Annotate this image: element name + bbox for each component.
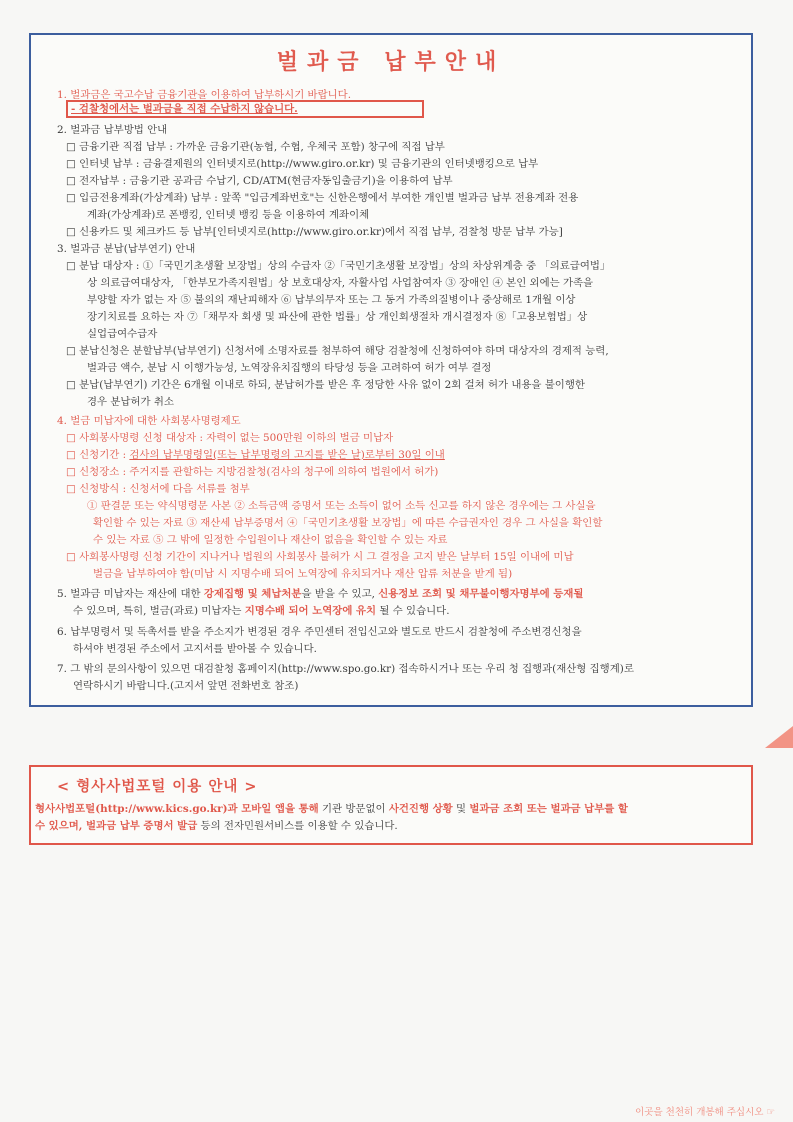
text-span-bold: 신용정보 조회 및 채무불이행자명부에 등재될	[378, 588, 584, 600]
apply-period-value: 검사의 납부명령일(또는 납부명령의 고지를 받은 날)로부터 30일 이내	[129, 449, 445, 461]
payment-notice-box	[29, 33, 753, 707]
portal-title: < 형사사법포털 이용 안내 >	[57, 779, 258, 795]
section6-line: 하셔야 변경된 주소에서 고지서를 받아볼 수 있습니다.	[73, 643, 317, 655]
section3-line: 부양할 자가 없는 자 ⑤ 불의의 재난피해자 ⑥ 납부의무자 또는 그 동거 가족의질병이나 중상해로 1개월 이상	[87, 294, 576, 306]
section2-line: □ 입금전용계좌(가상계좌) 납부 : 앞쪽 "입금계좌번호"는 신한은행에서 부여한 개인별 벌과금 납부 전용계좌 전용	[66, 192, 579, 204]
fold-corner-marker	[765, 726, 793, 748]
text-span-bold: 형사사법포털(http://www.kics.go.kr)과 모바일 앱을 통해	[35, 803, 319, 815]
section3-line: 실업급여수급자	[87, 328, 158, 340]
portal-info-box	[29, 765, 753, 845]
text-span-bold: 사건진행 상황	[388, 803, 453, 815]
section3-line: 벌과금 액수, 분납 시 이행가능성, 노역장유치집행의 타당성 등을 고려하여 허가 여부 결정	[87, 362, 492, 374]
section3-line: 상 의료급여대상자, 「한부모가족지원법」상 보호대상자, 자활사업 사업참여자 ③ 장애인 ④ 본인 외에는 가족을	[87, 277, 594, 289]
section2-line: □ 전자납부 : 금융기관 공과금 수납기, CD/ATM(현금자동입출금기)을 이용하여 납부	[66, 175, 453, 187]
portal-line	[35, 803, 628, 816]
text-span-bold: 벌과금 조회 또는 벌과금 납부를 할	[469, 803, 628, 815]
section4-line: 수 있는 자료 ⑤ 그 밖에 일정한 수입원이나 재산이 없음을 확인할 수 있는 자료	[93, 534, 448, 546]
section1-line: 1. 벌과금은 국고수납 금융기관을 이용하여 납부하시기 바랍니다.	[57, 89, 352, 101]
portal-line	[35, 820, 398, 833]
section4-heading: 4. 벌금 미납자에 대한 사회봉사명령제도	[57, 415, 241, 427]
section2-line: □ 인터넷 납부 : 금융결제원의 인터넷지로(http://www.giro.or.kr) 및 금융기관의 인터넷뱅킹으로 납부	[66, 158, 539, 170]
section5-line	[57, 588, 583, 601]
text-span-bold: 수 있으며, 벌과금 납부 증명서 발급	[35, 820, 198, 832]
section3-line: 장기치료를 요하는 자 ⑦「채무자 회생 및 파산에 관한 법률」상 개인회생절차 개시결정자 ⑧「고용보험법」상	[87, 311, 588, 323]
section7-line: 연락하시기 바랍니다.(고지서 앞면 전화번호 참조)	[73, 680, 299, 692]
warning-text: - 검찰청에서는 벌과금을 직접 수납하지 않습니다.	[71, 103, 298, 115]
section4-line: 확인할 수 있는 자료 ③ 재산세 납부증명서 ④「국민기초생활 보장법」에 따른 수급권자인 경우 그 사실을 확인할	[93, 517, 603, 529]
text-span: 5. 벌과금 미납자는 재산에 대한	[57, 588, 204, 600]
text-span: 을 받을 수 있고,	[301, 588, 379, 600]
section2-line: □ 신용카드 및 체크카드 등 납부[인터넷지로(http://www.giro.or.kr)에서 직접 납부, 검찰청 방문 납부 가능]	[66, 226, 563, 238]
text-span: 수 있으며, 특히, 벌금(과료) 미납자는	[73, 605, 245, 617]
section4-line: 벌금을 납부하여야 함(미납 시 지명수배 되어 노역장에 유치되거나 재산 압류 처분을 받게 됨)	[93, 568, 513, 580]
section3-line: □ 분납신청은 분할납부(납부연기) 신청서에 소명자료를 첨부하여 해당 검찰청에 신청하여야 하며 대상자의 경제적 능력,	[66, 345, 609, 357]
section2-line: 계좌(가상계좌)로 폰뱅킹, 인터넷 뱅킹 등을 이용하여 계좌이체	[87, 209, 370, 221]
section4-line: ① 판결문 또는 약식명령문 사본 ② 소득금액 증명서 또는 소득이 없어 소득 신고를 하지 않은 경우에는 그 사실을	[87, 500, 596, 512]
text-span: 및	[452, 803, 470, 815]
text-span: 될 수 있습니다.	[376, 605, 450, 617]
section4-line: □ 신청장소 : 주거지를 관할하는 지방검찰청(검사의 청구에 의하여 법원에서 허가)	[66, 466, 439, 478]
section2-heading: 2. 벌과금 납부방법 안내	[57, 124, 168, 136]
section7-line: 7. 그 밖의 문의사항이 있으면 대검찰청 홈페이지(http://www.spo.go.kr) 접속하시거나 또는 우리 청 집행과(재산형 집행계)로	[57, 663, 634, 675]
section2-line: □ 금융기관 직접 납부 : 가까운 금융기관(농협, 수협, 우체국 포함) 창구에 직접 납부	[66, 141, 445, 153]
section3-heading: 3. 벌과금 분납(납부연기) 안내	[57, 243, 196, 255]
text-span: 등의 전자민원서비스를 이용할 수 있습니다.	[197, 820, 398, 832]
text-span-bold: 지명수배 되어 노역장에 유치	[244, 605, 377, 617]
section4-line: □ 사회봉사명령 신청 기간이 지나거나 법원의 사회봉사 불허가 시 그 결정을 고지 받은 날부터 15일 이내에 미납	[66, 551, 574, 563]
notice-title: 벌과금 납부안내	[276, 50, 506, 75]
section3-line: □ 분납(납부연기) 기간은 6개월 이내로 하되, 분납허가를 받은 후 정당한 사유 없이 2회 걸쳐 허가 내용을 불이행한	[66, 379, 585, 391]
section4-line	[66, 449, 445, 462]
section4-line: □ 사회봉사명령 신청 대상자 : 자력이 없는 500만원 이하의 벌금 미납자	[66, 432, 394, 444]
text-span-bold: 강제집행 및 체납처분	[203, 588, 302, 600]
open-instruction: 이곳을 천천히 개봉해 주십시오 ☞	[635, 1107, 775, 1118]
section5-line	[73, 605, 450, 618]
section3-line: □ 분납 대상자 : ①「국민기초생활 보장법」상의 수급자 ②「국민기초생활 보장법」상의 차상위계층 중 「의료급여법」	[66, 260, 611, 272]
text-span: 기관 방문없이	[318, 803, 389, 815]
section4-line: □ 신청방식 : 신청서에 다음 서류를 첨부	[66, 483, 250, 495]
section3-line: 경우 분납허가 취소	[87, 396, 174, 408]
section6-line: 6. 납부명령서 및 독촉서를 받을 주소지가 변경된 경우 주민센터 전입신고와 별도로 반드시 검찰청에 주소변경신청을	[57, 626, 582, 638]
apply-period-label: □ 신청기간 :	[66, 449, 130, 461]
